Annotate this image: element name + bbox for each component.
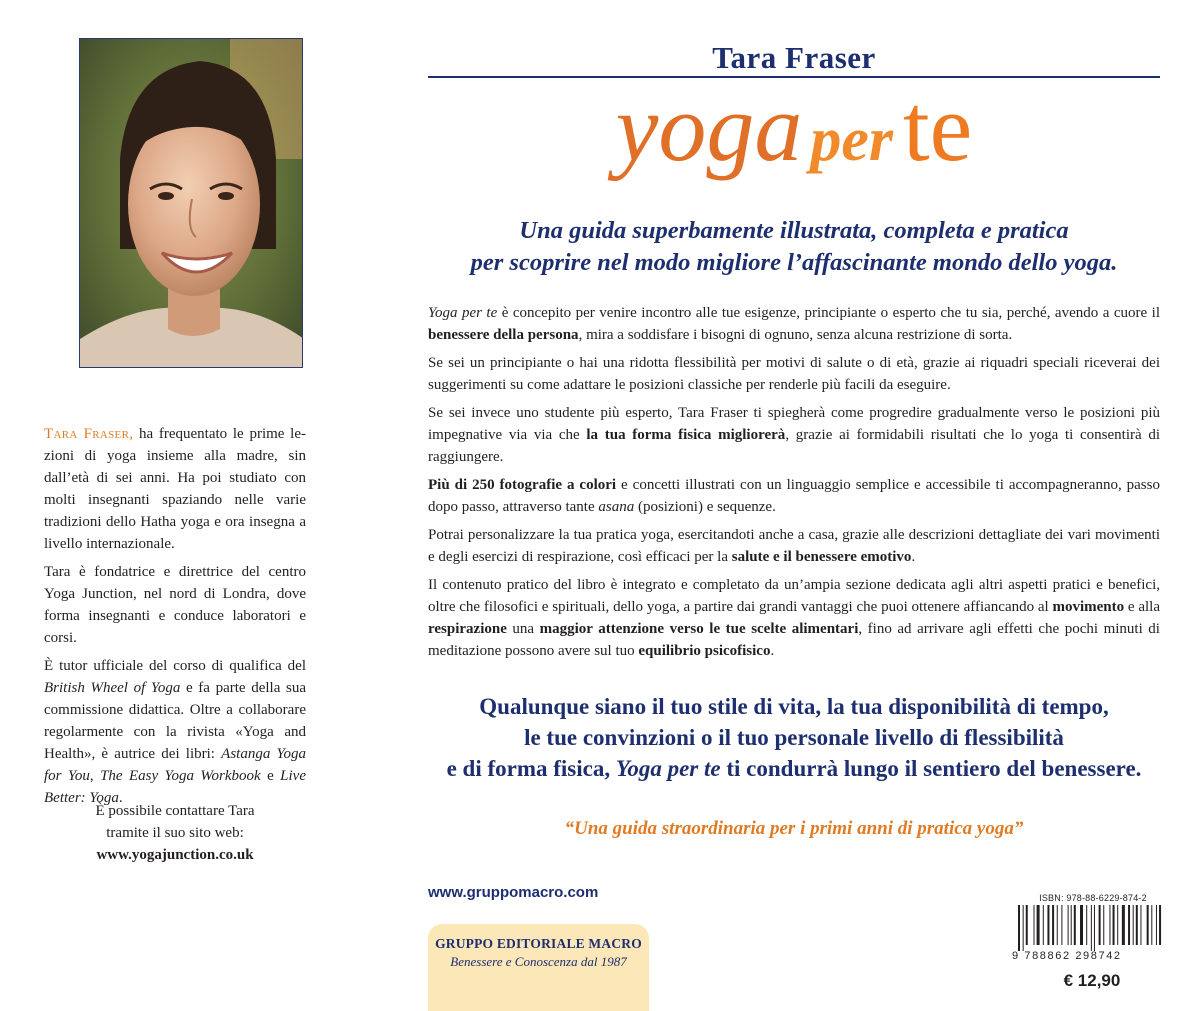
barcode-bar: [1133, 905, 1134, 945]
closing-line: Qualunque siano il tuo stile di vita, la tua disponibilità di tempo,: [479, 694, 1109, 719]
barcode-bar: [1086, 905, 1087, 945]
barcode-bar: [1140, 905, 1141, 945]
description-paragraph: [428, 524, 1160, 568]
barcode-bar: [1094, 905, 1095, 951]
text-run: , fino ad arrivare agli effetti che pochi minuti di meditazione possono avere sul tuo: [428, 621, 1160, 659]
italic-text: Live Better: Yoga: [44, 768, 306, 806]
bold-text: benessere della persona: [428, 327, 579, 343]
italic-text: Astanga Yoga for You: [44, 746, 306, 784]
closing-book-title: Yoga per te: [615, 756, 721, 781]
review-quote: “Una guida straordinaria per i primi anni di pratica yoga”: [564, 818, 1024, 839]
book-title: [428, 74, 1160, 181]
publisher-name: GRUPPO EDITORIALE MACRO: [435, 936, 642, 951]
bold-text: respirazione: [428, 621, 507, 637]
text-run: , grazie ai formidabili risultati che lo yoga ti consentirà di raggiungere.: [428, 427, 1161, 465]
author-photo: [79, 38, 303, 368]
bold-text: movimento: [1052, 599, 1125, 615]
barcode-bar: [1136, 905, 1138, 945]
bold-text: equilibrio psicofisico: [638, 643, 771, 659]
book-subtitle: [428, 215, 1160, 279]
barcode-bar: [1043, 905, 1044, 945]
barcode-bar: [1047, 905, 1049, 945]
barcode-bar: [1071, 905, 1072, 945]
barcode-number: 9 788862 298742: [1012, 950, 1122, 962]
subtitle-line: Una guida superbamente illustrata, completa e pratica: [519, 217, 1069, 244]
text-run: ,: [89, 768, 101, 784]
price: € 12,90: [1063, 971, 1121, 990]
text-run: , mira a soddisfare i bisogni di ognuno, senza alcuna restrizione di sorta.: [578, 327, 1013, 343]
bold-text: Più di 250 fotografie a colori: [428, 477, 617, 493]
ean13-barcode-icon: [1014, 905, 1164, 951]
barcode-bar: [1099, 905, 1101, 945]
text-run: Potrai personalizzare la tua pratica yoga, esercitandoti anche a casa, grazie alle descrizioni dettagliate dei vari movimenti e degli esercizi di respirazione, così efficaci per la: [428, 527, 1160, 565]
bold-text: maggior attenzione verso le tue scelte alimentari: [539, 621, 859, 637]
barcode-bar: [1109, 905, 1110, 945]
barcode-bar: [1057, 905, 1058, 945]
barcode-bar: [1061, 905, 1062, 945]
barcode-bar: [1023, 905, 1024, 951]
publisher-tagline: Benessere e Conoscenza dal 1987: [450, 954, 627, 969]
barcode-bar: [1018, 905, 1020, 951]
author-bio: [44, 423, 306, 815]
closing-line: [428, 753, 1160, 784]
barcode: [1014, 905, 1164, 953]
publisher-website-link[interactable]: www.gruppomacro.com: [428, 884, 599, 901]
bio-paragraph: [44, 561, 306, 649]
book-description: [428, 302, 1160, 668]
author-contact: [44, 800, 306, 866]
text-run: e: [260, 768, 281, 784]
closing-text: e di forma fisica,: [446, 756, 616, 781]
title-word-yoga: yoga: [615, 74, 803, 181]
italic-text: asana: [598, 499, 635, 515]
barcode-bar: [1091, 905, 1092, 951]
closing-statement: [428, 691, 1160, 784]
text-run: È tutor ufficiale del corso di qualifica del: [44, 658, 306, 674]
barcode-bar: [1068, 905, 1069, 945]
barcode-bar: [1080, 905, 1083, 945]
author-name-caps: Tara Fraser,: [44, 426, 134, 442]
title-word-per: per: [810, 106, 893, 174]
text-run: Se sei un principiante o hai una ridotta flessibilità per motivi di salute o di età, grazie ai riquadri speciali riceverai dei suggerimenti su come adattare le posizioni classiche per renderle più facili da eseguire.: [428, 355, 1160, 393]
text-run: .: [118, 790, 123, 806]
contact-line: tramite il suo sito web:: [106, 825, 244, 841]
author-website-link[interactable]: www.yogajunction.co.uk: [96, 847, 254, 863]
text-run: (posizioni) e sequenze.: [634, 499, 776, 515]
description-paragraph: [428, 302, 1160, 346]
contact-line: È possibile contattare Tara: [95, 803, 255, 819]
text-run: Se sei invece uno studente più esperto, Tara Fraser ti spiegherà come progredire gradualmente verso le posizioni più impegnative via via che: [428, 405, 1160, 443]
bold-text: salute e il benessere emotivo: [731, 549, 912, 565]
barcode-bar: [1159, 905, 1161, 945]
description-paragraph: [428, 402, 1160, 468]
text-run: .: [911, 549, 916, 565]
barcode-bar: [1034, 905, 1035, 945]
text-run: Tara è fondatrice e direttrice del centro Yoga Junction, nel nord di Londra, dove forma insegnanti e conduce laboratori e corsi.: [44, 564, 306, 646]
portrait-photo-icon: [80, 39, 303, 368]
text-run: e fa parte della sua commissione didattica. Oltre a collaborare regolarmente con la rivista «Yoga and Health», è autrice dei libri:: [44, 680, 307, 762]
isbn-label: ISBN: 978-88-6229-874-2: [1039, 893, 1147, 903]
barcode-bar: [1147, 905, 1149, 945]
closing-text: ti condurrà lungo il sentiero del benessere.: [720, 756, 1142, 781]
barcode-bar: [1117, 905, 1118, 945]
barcode-bar: [1113, 905, 1115, 945]
text-run: è concepito per venire incontro alle tue esigenze, principiante o esperto che tu sia, perché, avendo a cuore il: [497, 305, 1160, 321]
author-name: Tara Fraser: [712, 40, 876, 75]
closing-line: le tue convinzioni o il tuo personale livello di flessibilità: [524, 725, 1064, 750]
text-run: Il contenuto pratico del libro è integrato e completato da un’ampia sezione dedicata agli altri aspetti pratici e benefici, oltre che filosofici e spirituali, dello yoga, a partire dai grandi vantaggi che puoi ottenere affiancando al: [428, 577, 1160, 615]
description-paragraph: [428, 474, 1160, 518]
text-run: e concetti illustrati con un linguaggio semplice e accessibile ti accompagneranno, passo dopo passo, attraverso tante: [428, 477, 1160, 515]
description-paragraph: [428, 352, 1160, 396]
bio-paragraph: [44, 423, 306, 555]
text-run: una: [506, 621, 540, 637]
italic-text: The Easy Yoga Workbook: [100, 768, 261, 784]
bold-text: la tua forma fisica migliorerà: [586, 427, 786, 443]
barcode-bar: [1026, 905, 1028, 945]
publisher-label: [428, 924, 649, 1011]
barcode-bar: [1128, 905, 1130, 945]
italic-text: Yoga per te: [428, 305, 498, 321]
barcode-bar: [1037, 905, 1040, 945]
subtitle-line: per scoprire nel modo migliore l’affascinante mondo dello yoga.: [470, 249, 1118, 276]
text-run: ha frequentato le prime lezioni di yoga insieme alla madre, sin dall’età di sei anni. Ha poi studiato con molti insegnanti spaziando nelle varie tradizioni dello Hatha yoga e ora insegna a livello internazionale.: [44, 426, 306, 552]
barcode-bar: [1151, 905, 1152, 945]
title-word-te: te: [902, 74, 973, 181]
text-run: e alla: [1124, 599, 1160, 615]
italic-text: British Wheel of Yoga: [44, 680, 181, 696]
barcode-bar: [1122, 905, 1125, 945]
bio-paragraph: [44, 655, 306, 809]
barcode-bar: [1156, 905, 1157, 945]
barcode-bar: [1052, 905, 1054, 945]
text-run: .: [770, 643, 775, 659]
barcode-bar: [1074, 905, 1076, 945]
barcode-bar: [1103, 905, 1104, 945]
description-paragraph: [428, 574, 1160, 662]
